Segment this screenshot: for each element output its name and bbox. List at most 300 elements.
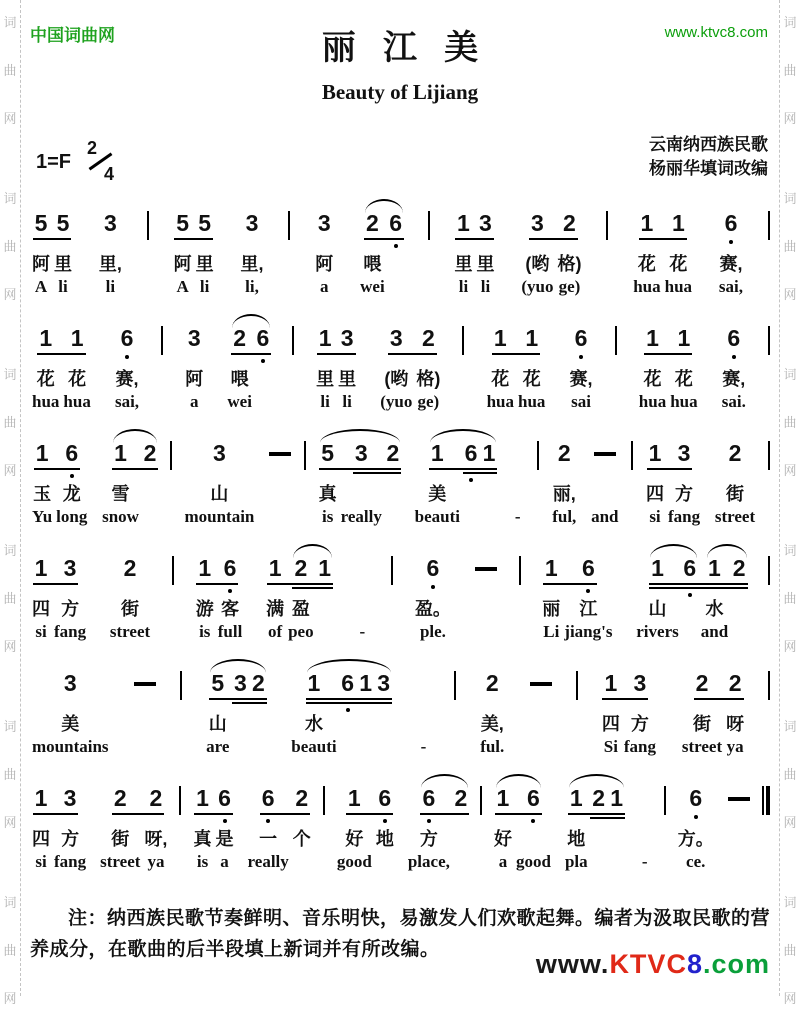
lyric-zh: 方 <box>630 714 649 734</box>
beam <box>543 583 597 585</box>
note-subcolumn <box>485 326 516 414</box>
note-area <box>639 326 666 366</box>
note-subcolumn <box>231 671 249 759</box>
low-dot <box>431 585 435 589</box>
border-char: 曲 <box>783 415 797 430</box>
lyric-zh: 花 <box>68 369 87 389</box>
barline <box>768 326 770 355</box>
border-char: 网 <box>3 111 17 126</box>
border-char: 词 <box>783 895 797 910</box>
lyric-py: a <box>498 852 508 871</box>
note-area <box>293 786 311 826</box>
low-dot <box>469 478 473 482</box>
lyric-py: si <box>35 622 47 641</box>
note-digit: 3 <box>63 670 77 696</box>
note-area <box>359 671 373 711</box>
lyric-py: Yu <box>32 507 53 526</box>
note-area <box>32 211 50 251</box>
lyric-zh: 喂 <box>363 254 382 274</box>
border-char: 词 <box>3 15 17 30</box>
lyric-zh: 里 <box>316 369 335 389</box>
beam <box>529 238 578 240</box>
note-subcolumn <box>183 326 205 414</box>
note-subcolumn <box>730 556 748 644</box>
barline <box>537 441 539 470</box>
beam <box>194 813 233 815</box>
lyric-zh: 满 <box>266 599 285 619</box>
note-subcolumn <box>30 326 61 414</box>
border-char: 网 <box>3 991 17 1006</box>
note-subcolumn <box>264 556 286 644</box>
note-area <box>415 556 451 596</box>
slur <box>232 314 270 328</box>
lyric-zh: 龙 <box>62 484 81 504</box>
note-column <box>30 786 88 874</box>
note-column <box>568 326 595 414</box>
note-digit: 1 <box>196 785 209 811</box>
note-area <box>487 326 514 366</box>
note-subcolumn <box>194 556 216 644</box>
beam <box>34 468 80 470</box>
note-subcolumn <box>375 671 393 759</box>
note-subcolumn <box>519 211 555 299</box>
note-area <box>610 786 624 826</box>
note-column <box>132 671 158 759</box>
lyric-py: fang <box>667 507 701 526</box>
note-subcolumn <box>713 441 757 529</box>
low-dot <box>70 474 74 478</box>
barline <box>179 786 181 815</box>
lyric-zh: 山 <box>648 599 667 619</box>
beam <box>33 583 79 585</box>
beam <box>602 698 648 700</box>
low-dot <box>732 355 736 359</box>
note-subcolumn <box>473 556 499 644</box>
lyric-py: good <box>515 852 551 871</box>
beam <box>306 698 392 700</box>
lyric-py: is <box>196 852 209 871</box>
note-subcolumn <box>600 671 622 759</box>
lyric-zh: 花 <box>491 369 510 389</box>
note-digit: 6 <box>65 440 79 466</box>
note-digit: 6 <box>724 210 738 236</box>
lyric-zh: 真 <box>193 829 212 849</box>
border-char: 词 <box>783 191 797 206</box>
note-digit: 3 <box>389 325 403 351</box>
note-subcolumn <box>509 441 527 529</box>
note-area <box>732 556 746 596</box>
note-area <box>174 211 192 251</box>
note-area <box>233 671 247 711</box>
note-digit: 2 <box>149 785 163 811</box>
note-digit: 2 <box>557 440 571 466</box>
note-digit: 1 <box>640 210 654 236</box>
note-area <box>256 326 270 366</box>
note-subcolumn <box>357 671 375 759</box>
lyric-zh: 方 <box>61 829 80 849</box>
barline <box>606 211 608 240</box>
note-column <box>413 556 453 644</box>
beam <box>112 468 158 470</box>
lyric-zh: 个 <box>292 829 311 849</box>
border-char: 词 <box>3 543 17 558</box>
lyric-py: li <box>458 277 469 296</box>
lyric-zh: 花 <box>522 369 541 389</box>
note-digit: 1 <box>114 440 127 466</box>
lyric-py: wei <box>227 392 252 411</box>
lyric-py: - <box>641 852 648 871</box>
beam <box>639 238 687 240</box>
note-subcolumn <box>413 556 453 644</box>
low-dot <box>223 819 227 823</box>
lyric-py: hua <box>486 392 515 411</box>
note-digit: 2 <box>421 325 435 351</box>
lyric-py: hua <box>638 392 667 411</box>
lyric-py: fang <box>623 737 656 756</box>
border-char: 网 <box>3 639 17 654</box>
note-subcolumn <box>514 786 553 874</box>
lyric-py: hua <box>32 392 60 411</box>
note-area <box>216 786 234 826</box>
lyric-py: street <box>100 852 141 871</box>
note-subcolumn <box>563 786 590 874</box>
lyric-py: ful, <box>552 507 577 526</box>
note-subcolumn <box>336 326 358 414</box>
note-area <box>454 211 472 251</box>
note-subcolumn <box>239 211 266 299</box>
barline <box>180 671 182 700</box>
note-area <box>636 556 678 596</box>
note-column <box>204 671 267 759</box>
note-subcolumn <box>474 211 496 299</box>
lyric-zh: 一 <box>259 829 278 849</box>
note-digit: 2 <box>143 440 157 466</box>
note-column <box>246 786 313 874</box>
note-area <box>54 556 86 596</box>
slur <box>320 429 400 443</box>
note-digit: 1 <box>604 670 618 696</box>
note-subcolumn <box>313 211 335 299</box>
note-column <box>30 326 93 414</box>
note-area <box>682 671 722 711</box>
note-digit: 1 <box>70 325 84 351</box>
lyric-py: hua <box>664 277 693 296</box>
note-subcolumn <box>54 441 89 529</box>
lyric-zh: 丽 <box>542 599 561 619</box>
note-area <box>670 326 697 366</box>
note-subcolumn <box>214 786 236 874</box>
lyric-py: ge) <box>417 392 440 411</box>
note-subcolumn <box>291 786 313 874</box>
beam <box>590 817 625 819</box>
note-digit: 2 <box>695 670 709 696</box>
note-area <box>63 326 90 366</box>
note-subcolumn <box>100 441 141 529</box>
note-area <box>726 671 744 711</box>
note-digit: 6 <box>581 555 595 581</box>
beam <box>33 813 79 815</box>
note-column <box>313 211 335 299</box>
lyric-zh: 花 <box>674 369 693 389</box>
note-digit: 1 <box>677 325 691 351</box>
border-char: 网 <box>3 815 17 830</box>
note-area <box>542 556 560 596</box>
lyric-py: hua <box>670 392 698 411</box>
low-dot <box>125 355 129 359</box>
note-digit: 6 <box>422 785 436 811</box>
note-area <box>683 556 697 596</box>
low-dot <box>729 240 733 244</box>
note-subcolumn <box>182 441 256 529</box>
note-subcolumn <box>30 786 52 874</box>
barline <box>428 211 430 240</box>
note-subcolumn <box>132 671 158 759</box>
note-area <box>416 326 440 366</box>
note-column <box>267 441 293 529</box>
note-digit: 1 <box>651 555 664 581</box>
note-column <box>239 211 266 299</box>
note-subcolumn <box>384 441 402 529</box>
lyric-py: ful. <box>480 737 505 756</box>
note-column <box>492 786 553 874</box>
lyric-zh: 水 <box>304 714 323 734</box>
barline <box>768 556 770 585</box>
note-subcolumn <box>589 441 620 529</box>
note-subcolumn <box>254 326 272 414</box>
note-digit: 1 <box>39 325 53 351</box>
lyric-py: si <box>649 507 661 526</box>
note-area <box>360 211 385 251</box>
beam <box>112 813 164 815</box>
note-column <box>726 786 752 874</box>
note-digit: 1 <box>307 670 321 696</box>
note-subcolumn <box>668 326 699 414</box>
note-area <box>646 441 664 481</box>
note-area <box>494 786 512 826</box>
note-area <box>476 211 494 251</box>
lyric-py: li <box>199 277 210 296</box>
note-digit: 1 <box>318 555 331 581</box>
lyric-py: pla <box>564 852 588 871</box>
low-dot <box>586 589 590 593</box>
low-dot <box>579 355 583 359</box>
lyric-py: (yuo <box>521 277 554 296</box>
watermark-com: .com <box>702 949 770 979</box>
note-column <box>192 786 236 874</box>
note-subcolumn <box>726 786 752 874</box>
dash-note <box>594 452 616 456</box>
lyric-py: ge) <box>558 277 581 296</box>
note-digit: 3 <box>530 210 544 236</box>
note-subcolumn <box>516 326 547 414</box>
border-char: 曲 <box>783 943 797 958</box>
barline <box>323 786 325 815</box>
border-char: 网 <box>783 991 797 1006</box>
note-subcolumn <box>720 326 748 414</box>
note-digit <box>359 556 365 596</box>
note-area <box>715 441 755 481</box>
note-digit: 3 <box>245 210 259 236</box>
beam <box>388 353 437 355</box>
note-subcolumn <box>52 786 88 874</box>
lyric-zh: 江 <box>579 599 598 619</box>
lyric-py: good <box>336 852 372 871</box>
note-subcolumn <box>314 326 336 414</box>
note-digit <box>515 441 521 481</box>
beam <box>644 353 692 355</box>
note-area <box>144 786 167 826</box>
dash-note <box>530 682 552 686</box>
beam <box>319 468 401 470</box>
lyric-zh: 里, <box>240 254 264 274</box>
watermark <box>536 949 770 980</box>
note-area <box>415 441 460 481</box>
barline <box>391 556 393 585</box>
note-digit: 1 <box>34 555 48 581</box>
note-subcolumn <box>52 556 88 644</box>
slur <box>293 544 332 558</box>
lyric-zh: 美 <box>428 484 447 504</box>
note-area <box>196 556 214 596</box>
note-digit: 2 <box>123 555 137 581</box>
note-column <box>100 441 159 529</box>
border-char: 词 <box>3 367 17 382</box>
note-column <box>289 671 392 759</box>
border-char: 网 <box>783 815 797 830</box>
note-column <box>589 441 620 529</box>
note-subcolumn <box>172 211 194 299</box>
dash-note <box>728 797 750 801</box>
note-digit: 6 <box>120 325 134 351</box>
note-subcolumn <box>30 671 111 759</box>
note-column <box>644 441 702 529</box>
lyric-py: hua <box>633 277 661 296</box>
note-subcolumn <box>608 786 626 874</box>
border-char: 词 <box>3 895 17 910</box>
note-area <box>416 671 430 711</box>
note-area <box>318 556 332 596</box>
note-subcolumn <box>562 556 614 644</box>
lyric-zh: 美, <box>480 714 504 734</box>
note-subcolumn <box>492 786 514 874</box>
lyric-zh: 盈 <box>291 599 310 619</box>
system <box>30 313 770 414</box>
note-subcolumn <box>644 441 666 529</box>
note-column <box>108 556 152 644</box>
note-digit: 6 <box>218 785 231 811</box>
dash-note <box>134 682 156 686</box>
beam <box>174 238 213 240</box>
meter-fraction <box>85 138 115 184</box>
border-char: 网 <box>3 287 17 302</box>
note-digit: 1 <box>544 555 558 581</box>
note-column <box>30 556 88 644</box>
note-digit: 5 <box>211 670 225 696</box>
meter-denominator: 4 <box>104 164 115 184</box>
note-digit: 1 <box>646 325 659 351</box>
lyric-py: peo <box>288 622 314 641</box>
site-url: www.ktvc8.com <box>664 24 768 41</box>
lyric-py: li <box>342 392 352 411</box>
note-area <box>475 556 497 596</box>
note-digit: 3 <box>63 785 77 811</box>
note-subcolumn <box>286 556 316 644</box>
slur <box>113 429 157 443</box>
low-dot <box>394 244 398 248</box>
beam <box>231 353 271 355</box>
note-digit: 6 <box>378 785 392 811</box>
note-digit: 1 <box>457 210 470 236</box>
low-dot <box>228 589 232 593</box>
lyric-py: really <box>340 507 382 526</box>
lyric-zh: 格) <box>557 254 582 274</box>
note-column <box>720 326 748 414</box>
border-char: 曲 <box>783 63 797 78</box>
lyric-py: street <box>109 622 151 641</box>
note-subcolumn <box>622 671 658 759</box>
lyric-py: ya <box>726 737 744 756</box>
note-area <box>570 326 593 366</box>
note-area <box>184 441 254 481</box>
note-column <box>519 211 583 299</box>
note-digit <box>642 786 648 826</box>
lyric-zh: 里, <box>98 254 122 274</box>
note-subcolumn <box>663 211 694 299</box>
note-digit: 1 <box>268 555 282 581</box>
note-column <box>452 211 496 299</box>
note-area <box>194 786 212 826</box>
note-subcolumn <box>316 556 334 644</box>
note-digit: 6 <box>341 670 354 696</box>
note-column <box>414 671 432 759</box>
credit-source: 云南纳西族民歌 <box>649 135 768 154</box>
note-area <box>376 786 394 826</box>
note-digit <box>475 556 497 596</box>
barline <box>170 441 172 470</box>
beam <box>649 587 747 589</box>
note-area <box>728 786 750 826</box>
lyric-zh: (哟 <box>525 254 550 274</box>
note-area <box>338 326 356 366</box>
lyric-zh: 好 <box>345 829 364 849</box>
note-area <box>32 786 50 826</box>
beam <box>568 813 625 815</box>
note-subcolumn <box>194 211 216 299</box>
note-area <box>530 671 552 711</box>
note-digit: 1 <box>198 555 212 581</box>
note-subcolumn <box>528 671 554 759</box>
note-column <box>713 441 757 529</box>
lyric-zh: 四 <box>601 714 620 734</box>
note-digit: 1 <box>525 325 539 351</box>
note-column <box>378 326 442 414</box>
barline <box>631 441 633 470</box>
lyric-zh: 街 <box>111 829 130 849</box>
lyric-zh: 赛, <box>722 369 746 389</box>
lyric-py: fang <box>54 622 87 641</box>
note-area <box>665 211 692 251</box>
beam <box>492 353 540 355</box>
lyric-py: is <box>199 622 211 641</box>
note-digit: 2 <box>113 785 127 811</box>
note-subcolumn <box>339 441 384 529</box>
note-subcolumn <box>634 556 680 644</box>
note-area <box>722 326 746 366</box>
note-digit <box>728 786 750 826</box>
lyric-zh: 里 <box>54 254 72 274</box>
note-subcolumn <box>97 211 124 299</box>
border-char: 曲 <box>3 943 17 958</box>
